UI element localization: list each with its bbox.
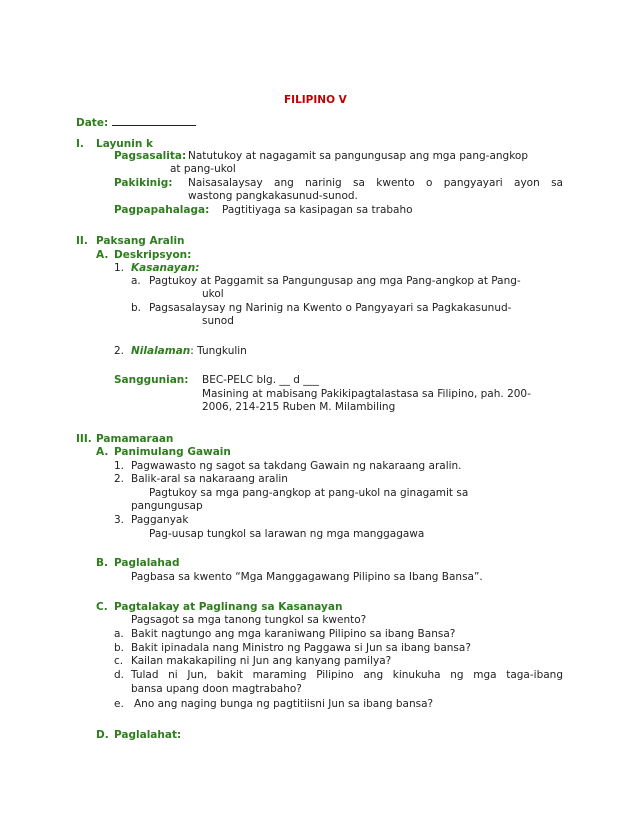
section-3b-letter: B. <box>96 557 108 569</box>
section-3-number: III. <box>76 433 92 445</box>
date-blank-line <box>112 115 196 126</box>
section-2a-heading: Deskripsyon: <box>114 249 192 261</box>
question-a-letter: a. <box>114 628 124 640</box>
sanggunian-line-2: Masining at mabisang Pakikipagtalastasa sa Filipino, pah. 200- <box>202 388 531 400</box>
question-d-text: Tulad ni Jun, bakit maraming Pilipino ang kinukuha ng mga taga-ibang <box>131 669 563 681</box>
gawain-2-sub-cont: pangungusap <box>131 500 203 512</box>
section-3-heading: Pamamaraan <box>96 433 174 445</box>
section-3d-letter: D. <box>96 729 109 741</box>
gawain-3-sub: Pag-uusap tungkol sa larawan ng mga manggagawa <box>149 528 425 540</box>
nilalaman-text: : Tungkulin <box>190 345 247 357</box>
item-2-number: 2. <box>114 345 125 357</box>
sanggunian-label: Sanggunian: <box>114 374 189 386</box>
kasanayan-a-text-cont: ukol <box>202 288 224 300</box>
gawain-3-text: Pagganyak <box>131 514 189 526</box>
item-1-number: 1. <box>114 262 125 274</box>
pagsasalita-text: Natutukoy at nagagamit sa pangungusap ang mga pang-angkop <box>188 150 529 162</box>
sanggunian-line-3: 2006, 214-215 Ruben M. Milambiling <box>202 401 396 413</box>
date-label <box>76 115 196 130</box>
gawain-3-number: 3. <box>114 514 125 526</box>
pakikinig-text: Naisasalaysay ang narinig sa kwento o pangyayari ayon sa <box>188 177 563 189</box>
section-3a-heading: Panimulang Gawain <box>114 446 231 458</box>
kasanayan-a-letter: a. <box>131 275 141 287</box>
section-2-heading: Paksang Aralin <box>96 235 185 247</box>
gawain-1-number: 1. <box>114 460 125 472</box>
question-e-text: Ano ang naging bunga ng pagtitiisni Jun sa ibang bansa? <box>134 698 434 710</box>
section-2a-letter: A. <box>96 249 109 261</box>
pakikinig-label: Pakikinig: <box>114 177 173 189</box>
gawain-2-number: 2. <box>114 473 125 485</box>
paglalahad-text: Pagbasa sa kwento “Mga Manggagawang Pilipino sa Ibang Bansa”. <box>131 571 483 583</box>
pagpapahalaga-text: Pagtitiyaga sa kasipagan sa trabaho <box>222 204 413 216</box>
kasanayan-label: Kasanayan: <box>131 262 200 274</box>
kasanayan-b-text: Pagsasalaysay ng Narinig na Kwento o Pangyayari sa Pagkakasunud- <box>149 302 512 314</box>
pakikinig-text-cont: wastong pangkakasunud-sunod. <box>188 190 358 202</box>
pagsasalita-label: Pagsasalita: <box>114 150 187 162</box>
pagpapahalaga-label: Pagpapahalaga: <box>114 204 210 216</box>
question-b-text: Bakit ipinadala nang Ministro ng Paggawa si Jun sa ibang bansa? <box>131 642 471 654</box>
nilalaman-line <box>131 344 247 358</box>
gawain-1-text: Pagwawasto ng sagot sa takdang Gawain ng nakaraang aralin. <box>131 460 462 472</box>
kasanayan-a-text: Pagtukoy at Paggamit sa Pangungusap ang mga Pang-angkop at Pang- <box>149 275 521 287</box>
question-c-text: Kailan makakapiling ni Jun ang kanyang pamilya? <box>131 655 392 667</box>
section-1-heading: Layunin k <box>96 138 153 150</box>
question-d-text-cont: bansa upang doon magtrabaho? <box>131 683 302 695</box>
kasanayan-b-text-cont: sunod <box>202 315 234 327</box>
question-b-letter: b. <box>114 642 125 654</box>
question-d-letter: d. <box>114 669 125 681</box>
section-3c-heading: Pagtalakay at Paglinang sa Kasanayan <box>114 601 343 613</box>
date-label-text: Date: <box>76 117 109 129</box>
document-title: FILIPINO V <box>284 94 347 106</box>
section-3c-letter: C. <box>96 601 108 613</box>
gawain-2-sub: Pagtukoy sa mga pang-angkop at pang-ukol na ginagamit sa <box>149 487 469 499</box>
section-3b-heading: Paglalahad <box>114 557 180 569</box>
gawain-2-text: Balik-aral sa nakaraang aralin <box>131 473 288 485</box>
tanong-intro: Pagsagot sa mga tanong tungkol sa kwento? <box>131 614 367 626</box>
section-3a-letter: A. <box>96 446 109 458</box>
question-a-text: Bakit nagtungo ang mga karaniwang Pilipino sa ibang Bansa? <box>131 628 456 640</box>
kasanayan-b-letter: b. <box>131 302 142 314</box>
question-e-letter: e. <box>114 698 124 710</box>
question-c-letter: c. <box>114 655 124 667</box>
section-1-number: I. <box>76 138 84 150</box>
section-2-number: II. <box>76 235 88 247</box>
pagsasalita-text-cont: at pang-ukol <box>170 163 236 175</box>
sanggunian-line-1: BEC-PELC blg. __ d ___ <box>202 374 319 386</box>
nilalaman-label: Nilalaman <box>131 345 191 357</box>
section-3d-heading: Paglalahat: <box>114 729 182 741</box>
